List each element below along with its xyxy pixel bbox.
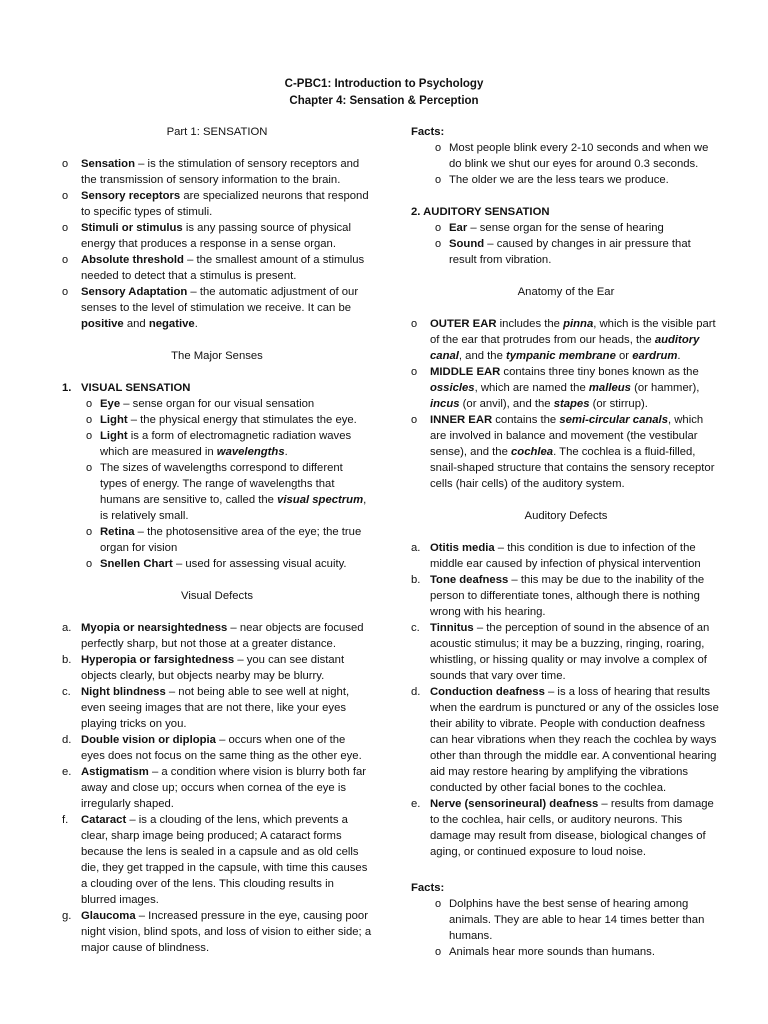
list-item: o Dolphins have the best sense of hearing among animals. They are able to hear 14 times better than humans. — [435, 896, 721, 944]
facts-list — [435, 140, 721, 188]
list-item: o Eye – sense organ for our visual sensation — [86, 396, 372, 412]
auditory-defects-list — [411, 540, 721, 860]
major-senses-heading: The Major Senses — [171, 350, 263, 362]
part1-heading: Part 1: SENSATION — [166, 126, 268, 138]
list-item: b. Tone deafness – this may be due to the inability of the person to differentiate tones, although there is nothing wrong with his hearing. — [411, 574, 705, 618]
facts-list-2 — [435, 896, 721, 960]
list-item: o Most people blink every 2-10 seconds and when we do blink we shut our eyes for around 0.3 seconds. — [435, 140, 721, 172]
list-item: o Snellen Chart – used for assessing visual acuity. — [86, 556, 372, 572]
list-item: a. Myopia or nearsightedness – near objects are focused perfectly sharp, but not those at a greater distance. — [62, 622, 364, 650]
list-item: c. Tinnitus – the perception of sound in the absence of an acoustic stimulus; it may be a buzzing, ringing, roaring, whistling, or hissing quality or may involve a complex of sounds that vary over time. — [411, 622, 710, 682]
list-item: g. Glaucoma – Increased pressure in the eye, causing poor night vision, blind spots, and loss of vision to either side; a major cause of blindness. — [62, 910, 372, 954]
list-item: o INNER EAR contains the semi-circular canals, which are involved in balance and movement (the vestibular sense), and the cochlea. The cochlea is a fluid-filled, snail-shaped structure that contains the sensory receptor cells (hair cells) of the auditory system. — [411, 412, 721, 492]
list-item: o Sensory receptors are specialized neurons that respond to specific types of stimuli. — [62, 188, 372, 220]
right-column — [411, 124, 721, 960]
list-item: o Light is a form of electromagnetic radiation waves which are measured in wavelengths. — [86, 428, 372, 460]
definition-list — [62, 156, 372, 332]
list-item: o Absolute threshold – the smallest amount of a stimulus needed to detect that a stimulus is present. — [62, 252, 372, 284]
visual-list — [86, 396, 372, 572]
chapter-title: Chapter 4: Sensation & Perception — [289, 95, 479, 107]
list-item: a. Otitis media – this condition is due to infection of the middle ear caused by infection of physical intervention — [411, 542, 701, 570]
list-item: o Sound – caused by changes in air pressure that result from vibration. — [435, 236, 721, 268]
facts-label: Facts: — [411, 126, 445, 138]
list-item: o Animals hear more sounds than humans. — [435, 944, 721, 960]
facts-label-2: Facts: — [411, 882, 445, 894]
list-item: f. Cataract – is a clouding of the lens, which prevents a clear, sharp image being produced; A cataract forms because the lens is sealed in a capsule and as old cells die, they get trapped in the capsule, with time this causes a clouding over of the lens. This clouding results in blurred images. — [62, 814, 368, 906]
left-column — [62, 124, 372, 956]
list-item: d. Double vision or diplopia – occurs when one of the eyes does not focus on the same thing as the other eye. — [62, 734, 362, 762]
list-item: e. Nerve (sensorineural) deafness – results from damage to the cochlea, hair cells, or auditory neurons. This damage may result from disease, biological changes of aging, or continued exposure to loud noise. — [411, 798, 714, 858]
visual-defects-list — [62, 620, 372, 956]
list-item: o The older we are the less tears we produce. — [435, 172, 721, 188]
list-item: o Light – the physical energy that stimulates the eye. — [86, 412, 372, 428]
auditory-defects-heading: Auditory Defects — [524, 510, 608, 522]
visual-defects-heading: Visual Defects — [180, 590, 253, 602]
list-item: o Sensation – is the stimulation of sensory receptors and the transmission of sensory information to the brain. — [62, 156, 372, 188]
list-item: o Retina – the photosensitive area of the eye; the true organ for vision — [86, 524, 372, 556]
list-item: o Ear – sense organ for the sense of hearing — [435, 220, 721, 236]
list-item: o Stimuli or stimulus is any passing source of physical energy that produces a response in a sense organ. — [62, 220, 372, 252]
anatomy-list — [411, 316, 721, 492]
course-title: C-PBC1: Introduction to Psychology — [284, 78, 484, 90]
list-item: o MIDDLE EAR contains three tiny bones known as the ossicles, which are named the malleus (or hammer), incus (or anvil), and the stapes (or stirrup). — [411, 364, 721, 412]
list-item: o OUTER EAR includes the pinna, which is the visible part of the ear that protrudes from our heads, the auditory canal, and the tympanic membrane or eardrum. — [411, 316, 721, 364]
list-item: d. Conduction deafness – is a loss of hearing that results when the eardrum is punctured or any of the ossicles lose their ability to vibrate. People with conduction deafness can hear vibrations when they reach the cochlea by ways other than through the middle ear. A conventional hearing aid may restore hearing by amplifying the vibrations conducted by other facial bones to the cochlea. — [411, 686, 719, 794]
list-item: o The sizes of wavelengths correspond to different types of energy. The range of wavelengths that humans are sensitive to, called the visual spectrum, is relatively small. — [86, 460, 372, 524]
list-item: b. Hyperopia or farsightedness – you can see distant objects clearly, but objects nearby may be blurry. — [62, 654, 345, 682]
list-item: o Sensory Adaptation – the automatic adjustment of our senses to the level of stimulation we receive. It can be positive and negative. — [62, 284, 372, 332]
anatomy-heading: Anatomy of the Ear — [517, 286, 615, 298]
list-item: e. Astigmatism – a condition where vision is blurry both far away and close up; occurs when cornea of the eye is irregularly shaped. — [62, 766, 367, 810]
visual-sensation-title: 1. VISUAL SENSATION — [62, 382, 191, 394]
list-item: c. Night blindness – not being able to see well at night, even seeing images that are not there, like your eyes playing tricks on you. — [62, 686, 350, 730]
auditory-sensation-title: 2. AUDITORY SENSATION — [411, 206, 550, 218]
auditory-list — [435, 220, 721, 268]
